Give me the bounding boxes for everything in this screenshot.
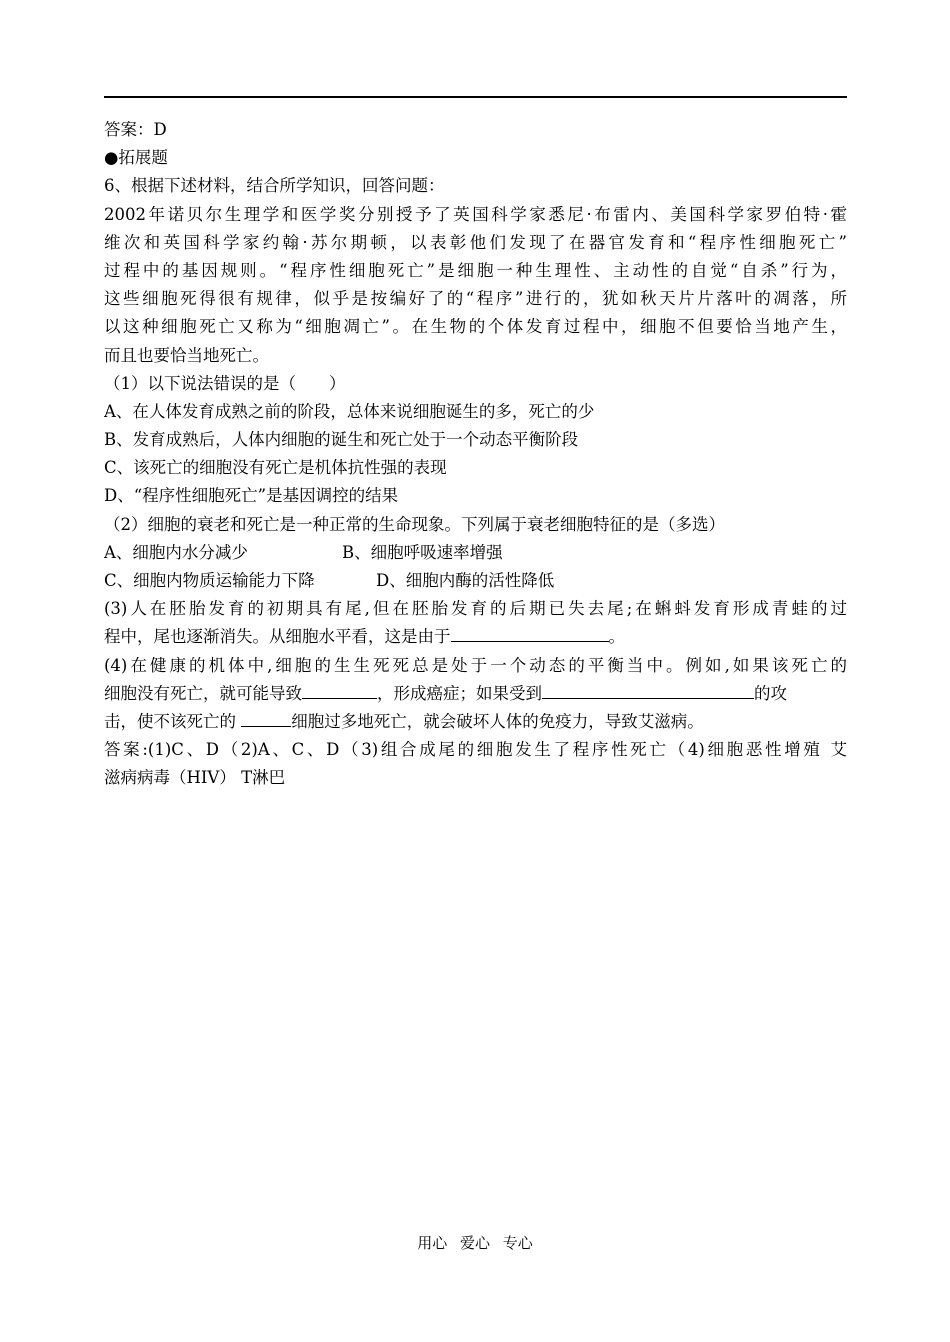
header-rule <box>104 96 847 98</box>
sub-question-2-prompt: （2）细胞的衰老和死亡是一种正常的生命现象。下列属于衰老细胞特征的是（多选） <box>104 514 725 534</box>
previous-answer: 答案：D <box>104 120 167 139</box>
answer-blank <box>542 680 754 699</box>
option-b: B、细胞呼吸速率增强 <box>342 542 503 562</box>
option-a: A、细胞内水分减少 <box>104 542 248 562</box>
sub-question-4-text: 细胞过多地死亡，就会破坏人体的免疫力，导致艾滋病。 <box>291 711 704 731</box>
answer-blank <box>451 623 609 642</box>
passage-line: 维次和英国科学家约翰·苏尔期顿，以表彰他们发现了在器官发育和“程序性细胞死亡” <box>104 232 847 252</box>
sub-question-4-line <box>104 708 847 736</box>
sub-question-4-line: (4)在健康的机体中,细胞的生生死死总是处于一个动态的平衡当中。例如,如果该死亡的 <box>104 655 847 675</box>
sub-question-3-end: 。 <box>608 627 625 647</box>
document-body <box>104 116 847 793</box>
sub-question-3-line <box>104 623 847 651</box>
option-a: A、在人体发育成熟之前的阶段，总体来说细胞诞生的多，死亡的少 <box>104 401 595 421</box>
sub-question-4-text: 击，使不该死亡的 <box>104 711 242 731</box>
answer-line: 答案:(1)C、D（2)A、C、D（3)组合成尾的细胞发生了程序性死亡（4)细胞恶性增殖 艾 <box>104 740 847 760</box>
answer-line: 滋病病毒（HIV） T淋巴 <box>104 768 286 788</box>
option-d: D、“程序性细胞死亡”是基因调控的结果 <box>104 486 399 506</box>
sub-question-3-line: (3)人在胚胎发育的初期具有尾,但在胚胎发育的后期已失去尾;在蝌蚪发育形成青蛙的过 <box>104 599 847 619</box>
passage-line: 这些细胞死得很有规律，似乎是按编好了的“程序”进行的，犹如秋天片片落叶的凋落，所 <box>104 289 847 309</box>
passage-line: 而且也要恰当地死亡。 <box>104 345 269 365</box>
sub-question-4-text: 的攻 <box>754 683 787 703</box>
sub-question-1-prompt: （1）以下说法错误的是（ ） <box>104 373 346 393</box>
passage-line: 2002年诺贝尔生理学和医学奖分别授予了英国科学家悉尼·布雷内、美国科学家罗伯特·霍 <box>104 204 847 224</box>
sub-question-4-line <box>104 680 847 708</box>
page-footer: 用心 爱心 专心 <box>417 1234 533 1252</box>
passage-line: 以这种细胞死亡又称为“细胞凋亡”。在生物的个体发育过程中，细胞不但要恰当地产生， <box>104 317 847 337</box>
sub-question-4-text: ，形成癌症；如果受到 <box>377 683 542 703</box>
option-d: D、细胞内酶的活性降低 <box>376 571 555 590</box>
options-row-ab <box>104 539 847 567</box>
sub-question-4-text: 细胞没有死亡，就可能导致 <box>104 683 302 703</box>
options-row-cd <box>104 567 847 595</box>
passage-line: 过程中的基因规则。“程序性细胞死亡”是细胞一种生理性、主动性的自觉“自杀”行为， <box>104 260 847 280</box>
option-c: C、细胞内物质运输能力下降 <box>104 571 315 590</box>
answer-blank <box>302 680 377 699</box>
option-b: B、发育成熟后，人体内细胞的诞生和死亡处于一个动态平衡阶段 <box>104 430 579 450</box>
option-c: C、该死亡的细胞没有死亡是机体抗性强的表现 <box>104 458 447 478</box>
passage <box>104 201 847 370</box>
sub-question-3-text: 程中，尾也逐渐消失。从细胞水平看，这是由于 <box>104 627 451 647</box>
answer-blank <box>241 708 291 727</box>
question-stem: 6、根据下述材料，结合所学知识，回答问题： <box>104 176 445 196</box>
section-title: ●拓展题 <box>104 148 168 168</box>
